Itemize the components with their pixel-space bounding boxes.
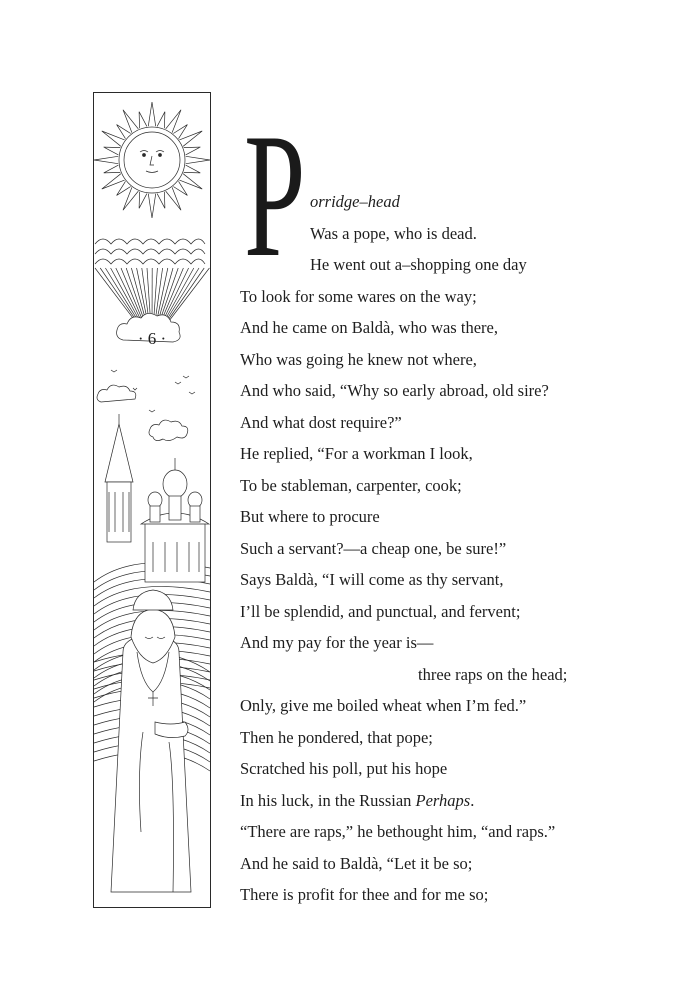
poem-line: But where to procure (240, 507, 380, 526)
poem-line: There is profit for thee and for me so; (240, 885, 489, 904)
poem-line: Who was going he knew not where, (240, 349, 477, 369)
sun-icon (94, 102, 210, 218)
poem-line: And what dost require?” (240, 412, 402, 432)
poem-line: Was a pope, who is dead. (310, 223, 477, 243)
drop-cap-letter: P (244, 96, 305, 294)
illustration-panel (93, 92, 211, 908)
poem-line: Says Baldà, “I will come as thy servant, (240, 570, 504, 589)
poem-line: And he said to Baldà, “Let it be so; (240, 853, 473, 873)
poem-line: He went out a–shopping one day (310, 255, 527, 274)
poem-line-indented: three raps on the head; (418, 664, 568, 684)
poem-line-perhaps: In his luck, in the Russian Perhaps. (240, 790, 475, 810)
poem-line: Then he pondered, that pope; (240, 727, 433, 747)
poem-line-1: orridge–head (310, 192, 400, 211)
poem-line: And my pay for the year is— (240, 633, 434, 652)
bell-tower (105, 414, 133, 542)
poem-line: Scratched his poll, put his hope (240, 759, 448, 778)
poem-text (240, 186, 680, 911)
poem-line: “There are raps,” he bethought him, “and raps.” (240, 822, 556, 841)
small-clouds (97, 370, 195, 441)
poem-line: To be stableman, carpenter, cook; (240, 475, 462, 495)
page-number-badge: · 6 · (137, 329, 167, 348)
poem-line: Only, give me boiled wheat when I’m fed.” (240, 696, 527, 715)
church (141, 458, 209, 582)
poem-line: And he came on Baldà, who was there, (240, 318, 498, 337)
poem-line: Such a servant?—a cheap one, be sure!” (240, 538, 507, 558)
poem-line: To look for some wares on the way; (240, 286, 477, 306)
poem-line: And who said, “Why so early abroad, old sire? (240, 381, 549, 400)
perhaps-italic: Perhaps (415, 790, 471, 810)
poem-line: He replied, “For a workman I look, (240, 444, 473, 463)
cloud-band (95, 239, 205, 264)
poem-line: I’ll be splendid, and punctual, and fervent; (240, 601, 521, 621)
